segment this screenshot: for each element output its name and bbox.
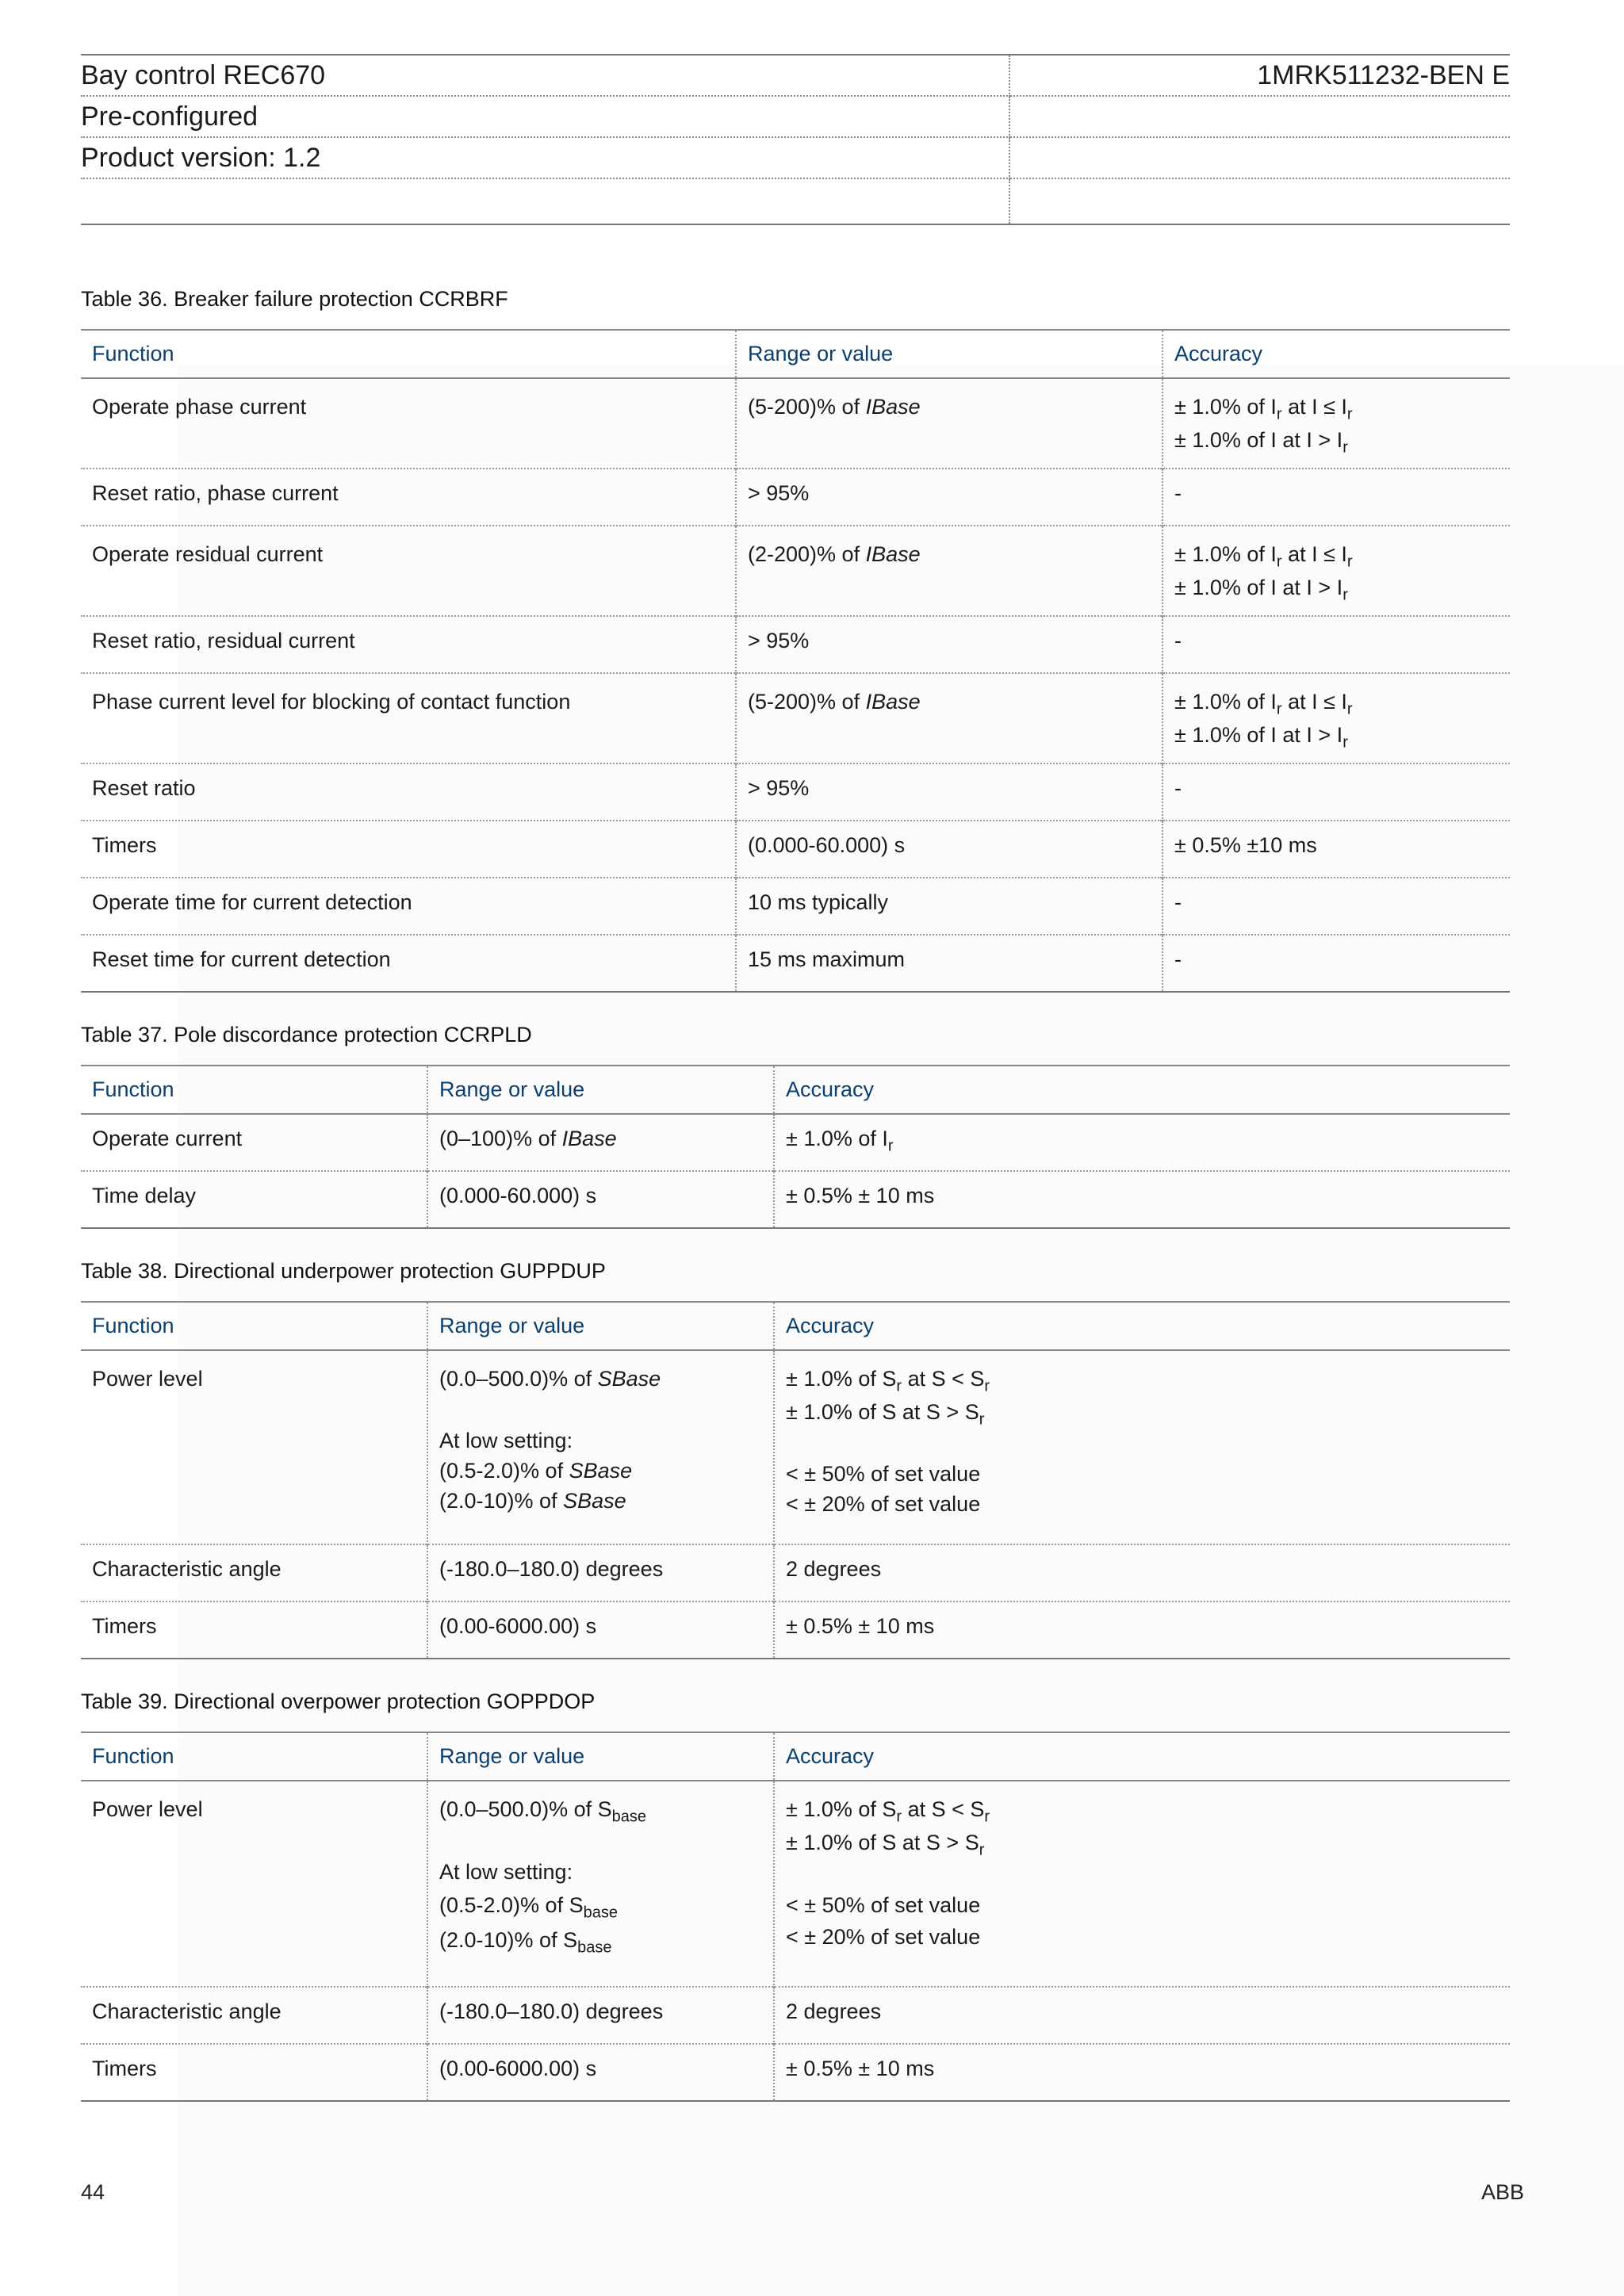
accuracy-cell: ± 0.5% ± 10 ms	[774, 1171, 1510, 1228]
function-cell: Timers	[81, 2044, 427, 2101]
table-row	[81, 878, 1510, 935]
range-cell: 10 ms typically	[736, 878, 1162, 935]
range-cell: (5-200)% of IBase	[736, 378, 1162, 469]
function-cell: Operate current	[92, 1127, 243, 1150]
range-cell: > 95%	[736, 763, 1162, 821]
range-cell: (-180.0–180.0) degrees	[427, 1544, 774, 1601]
accuracy-cell: ± 0.5% ± 10 ms	[774, 1601, 1510, 1659]
function-cell: Operate phase current	[92, 395, 307, 419]
table-row	[81, 1544, 1510, 1601]
table-37	[81, 1065, 1510, 1229]
table-row	[81, 1601, 1510, 1659]
accuracy-cell: 2 degrees	[774, 1544, 1510, 1601]
function-cell: Timers	[81, 1601, 427, 1659]
column-header-accuracy: Accuracy	[1162, 330, 1510, 378]
table-row	[81, 469, 1510, 526]
range-cell: (2-200)% of IBase	[736, 526, 1162, 616]
accuracy-cell: ± 1.0% of $I_r$ at $I \le I_r$ ± 1.0% of I at $I > I_r$	[1162, 526, 1510, 616]
table-row	[81, 763, 1510, 821]
table-row	[81, 1781, 1510, 1987]
range-cell: (0.000-60.000) s	[736, 821, 1162, 878]
product-version: Product version: 1.2	[81, 137, 1009, 178]
accuracy-cell: ± 1.0% of $S_r$ at $S < S_r$ ± 1.0% of S at $S > S_r$ < ± 50% of set value < ± 20% of set value	[774, 1781, 1510, 1987]
column-header-function: Function	[81, 1066, 427, 1114]
brand-name: ABB	[1481, 2180, 1525, 2204]
accuracy-cell: ± 0.5% ±10 ms	[1162, 821, 1510, 878]
configuration-label: Pre-configured	[81, 96, 1009, 137]
range-cell: (0.00-6000.00) s	[427, 1601, 774, 1659]
range-cell: > 95%	[736, 469, 1162, 526]
table-39-caption: Table 39. Directional overpower protection GOPPDOP	[81, 1689, 596, 1713]
range-cell: (0.0–500.0)% of SBase At low setting: (0.5-2.0)% of SBase (2.0-10)% of SBase	[427, 1350, 774, 1544]
table-row	[81, 616, 1510, 673]
accuracy-cell: ± 1.0% of $I_r$ at $I \le I_r$ ± 1.0% of I at $I > I_r$	[1162, 673, 1510, 763]
header-empty-cell	[1009, 96, 1510, 137]
table-38-caption: Table 38. Directional underpower protection GUPPDUP	[81, 1259, 606, 1283]
column-header-function: Function	[81, 330, 736, 378]
accuracy-cell: 2 degrees	[774, 1987, 1510, 2044]
column-header-function: Function	[81, 1302, 427, 1350]
function-cell: Power level	[92, 1367, 203, 1391]
range-cell: (5-200)% of IBase	[736, 673, 1162, 763]
header-empty-cell	[81, 178, 1009, 224]
accuracy-cell: -	[1162, 616, 1510, 673]
range-cell: (0.0–500.0)% of $S_{base}$ At low setting: (0.5-2.0)% of $S_{base}$ (2.0-10)% of $S_{base}$	[427, 1781, 774, 1987]
table-row	[81, 821, 1510, 878]
table-39	[81, 1732, 1510, 2102]
table-37-caption: Table 37. Pole discordance protection CCRPLD	[81, 1023, 532, 1047]
table-row	[81, 526, 1510, 616]
accuracy-cell: ± 1.0% of $I_r$	[774, 1114, 1510, 1171]
header-empty-cell	[1009, 137, 1510, 178]
function-cell: Reset ratio	[81, 763, 736, 821]
column-header-range: Range or value	[427, 1302, 774, 1350]
range-cell: (-180.0–180.0) degrees	[427, 1987, 774, 2044]
table-row	[81, 935, 1510, 992]
table-row	[81, 1114, 1510, 1171]
function-cell: Operate time for current detection	[81, 878, 736, 935]
column-header-function: Function	[81, 1732, 427, 1781]
page-number: 44	[81, 2180, 105, 2204]
document-page	[81, 54, 1510, 2102]
page-header	[81, 54, 1510, 225]
range-cell: > 95%	[736, 616, 1162, 673]
column-header-accuracy: Accuracy	[774, 1302, 1510, 1350]
function-cell: Time delay	[81, 1171, 427, 1228]
column-header-range: Range or value	[427, 1066, 774, 1114]
accuracy-cell: -	[1162, 763, 1510, 821]
range-cell: 15 ms maximum	[736, 935, 1162, 992]
function-cell: Reset ratio, residual current	[81, 616, 736, 673]
function-cell: Phase current level for blocking of contact function	[81, 673, 736, 763]
table-38	[81, 1301, 1510, 1659]
function-cell: Timers	[81, 821, 736, 878]
range-cell: (0.00-6000.00) s	[427, 2044, 774, 2101]
table-36-caption: Table 36. Breaker failure protection CCRBRF	[81, 287, 508, 311]
table-row	[81, 2044, 1510, 2101]
table-row	[81, 1350, 1510, 1544]
function-cell: Operate residual current	[81, 526, 736, 616]
function-cell: Characteristic angle	[81, 1987, 427, 2044]
function-cell: Power level	[92, 1797, 203, 1821]
header-empty-cell	[1009, 178, 1510, 224]
column-header-accuracy: Accuracy	[774, 1066, 1510, 1114]
accuracy-cell: ± 1.0% of $I_r$ at $I \le I_r$ ± 1.0% of I at $I > I_r$	[1162, 378, 1510, 469]
table-row	[81, 378, 1510, 469]
function-cell: Reset time for current detection	[81, 935, 736, 992]
range-cell: (0–100)% of IBase	[427, 1114, 774, 1171]
accuracy-cell: -	[1162, 878, 1510, 935]
accuracy-cell: ± 1.0% of $S_r$ at $S < S_r$ ± 1.0% of S at $S > S_r$ < ± 50% of set value < ± 20% of set value	[774, 1350, 1510, 1544]
function-cell: Characteristic angle	[81, 1544, 427, 1601]
function-cell: Reset ratio, phase current	[81, 469, 736, 526]
column-header-range: Range or value	[736, 330, 1162, 378]
document-id: 1MRK511232-BEN E	[1009, 55, 1510, 96]
table-row	[81, 673, 1510, 763]
table-row	[81, 1171, 1510, 1228]
product-name: Bay control REC670	[81, 55, 1009, 96]
column-header-accuracy: Accuracy	[774, 1732, 1510, 1781]
accuracy-cell: ± 0.5% ± 10 ms	[774, 2044, 1510, 2101]
accuracy-cell: -	[1162, 935, 1510, 992]
range-cell: (0.000-60.000) s	[427, 1171, 774, 1228]
table-36	[81, 329, 1510, 993]
table-row	[81, 1987, 1510, 2044]
accuracy-cell: -	[1162, 469, 1510, 526]
column-header-range: Range or value	[427, 1732, 774, 1781]
